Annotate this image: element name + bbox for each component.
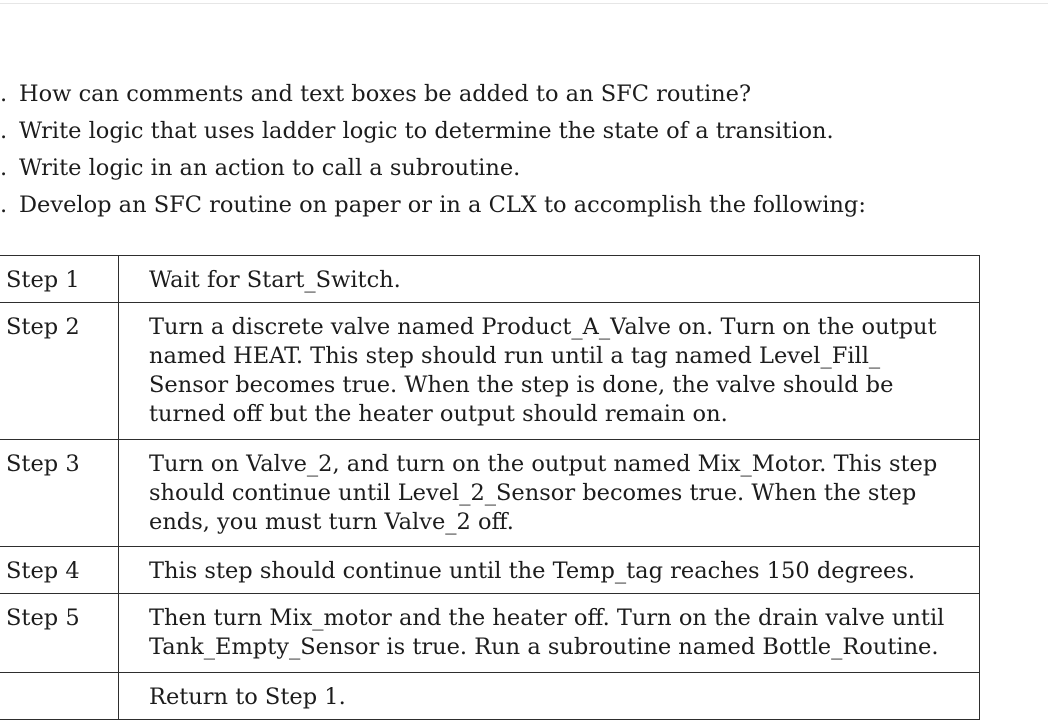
review-questions-list — [0, 76, 866, 224]
step-description-cell: Turn a discrete valve named Product_A_Valve on. Turn on the output named HEAT. This step should run until a tag named Level_Fill_ Sensor becomes true. When the step is done, the valve should be turned off but the heater output should remain on. — [119, 303, 980, 440]
table-row — [0, 594, 980, 673]
step-label-cell: Step 3 — [0, 440, 119, 547]
step-label-cell: Step 2 — [0, 303, 119, 440]
step-description-cell: Turn on Valve_2, and turn on the output named Mix_Motor. This step should continue until Level_2_Sensor becomes true. When the step ends, you must turn Valve_2 off. — [119, 440, 980, 547]
table-row — [0, 256, 980, 303]
question-item — [0, 76, 866, 113]
step-label-cell: Step 5 — [0, 594, 119, 673]
table-row — [0, 673, 980, 720]
step-label-cell — [0, 673, 119, 720]
step-description-cell: This step should continue until the Temp_tag reaches 150 degrees. — [119, 547, 980, 594]
table-row — [0, 440, 980, 547]
step-description-cell: Then turn Mix_motor and the heater off. Turn on the drain valve until Tank_Empty_Sensor is true. Run a subroutine named Bottle_Routine. — [119, 594, 980, 673]
question-item — [0, 150, 866, 187]
question-bullet: . — [0, 118, 8, 144]
question-bullet: . — [0, 192, 8, 218]
question-text: Write logic in an action to call a subroutine. — [19, 155, 521, 181]
sfc-steps-table-container — [0, 255, 980, 720]
step-description-cell: Wait for Start_Switch. — [119, 256, 980, 303]
table-row — [0, 547, 980, 594]
question-text: Develop an SFC routine on paper or in a CLX to accomplish the following: — [19, 192, 866, 218]
step-label-cell: Step 4 — [0, 547, 119, 594]
question-text: How can comments and text boxes be added to an SFC routine? — [19, 81, 752, 107]
question-bullet: . — [0, 155, 8, 181]
step-label-cell: Step 1 — [0, 256, 119, 303]
step-description-cell: Return to Step 1. — [119, 673, 980, 720]
question-item — [0, 113, 866, 150]
table-row — [0, 303, 980, 440]
question-bullet: . — [0, 81, 8, 107]
question-text: Write logic that uses ladder logic to determine the state of a transition. — [19, 118, 834, 144]
question-item — [0, 187, 866, 224]
sfc-steps-table — [0, 255, 980, 720]
top-divider — [0, 3, 1048, 4]
